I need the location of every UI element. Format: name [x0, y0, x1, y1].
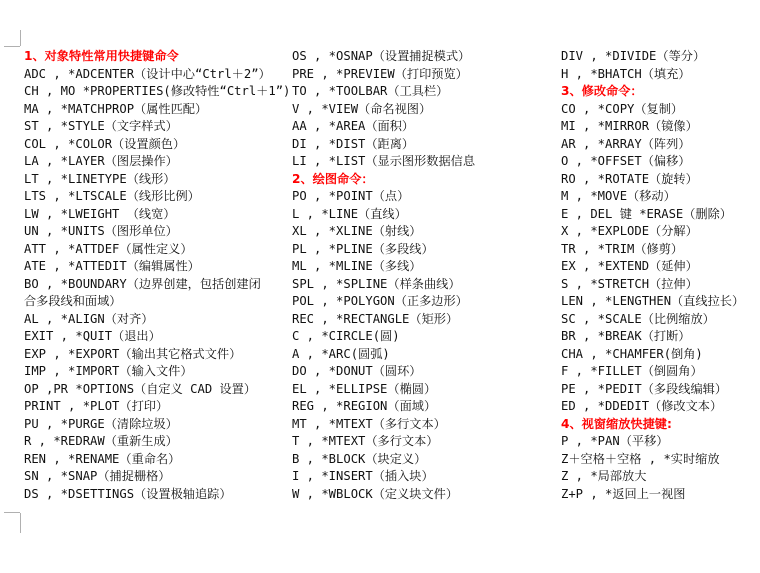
command-entry: C , *CIRCLE(圆) [292, 329, 400, 343]
command-entry: LTS , *LTSCALE（线形比例） [24, 189, 200, 203]
command-entry: LEN , *LENGTHEN（直线拉长） [561, 294, 745, 308]
command-entry: X , *EXPLODE（分解） [561, 224, 698, 238]
command-entry: V , *VIEW（命名视图） [292, 101, 432, 116]
command-entry: MA , *MATCHPROP（属性匹配） [24, 101, 208, 116]
column-3 [561, 48, 744, 503]
crop-mark-bottom-vertical [20, 513, 21, 533]
command-entry: EL , *ELLIPSE（椭圆） [292, 381, 437, 396]
command-entry: W , *WBLOCK（定义块文件） [292, 486, 459, 501]
command-entry: LT , *LINETYPE（线形） [24, 171, 176, 186]
command-entry: REG , *REGION（面域） [292, 399, 437, 413]
command-entry: MI , *MIRROR（镜像） [561, 119, 698, 133]
command-entry: PE , *PEDIT（多段线编辑） [561, 381, 728, 396]
command-entry: 合多段线和面域） [24, 294, 122, 308]
command-entry: POL , *POLYGON（正多边形） [292, 294, 468, 308]
command-entry: BO , *BOUNDARY（边界创建，包括创建闭 [24, 276, 261, 291]
command-entry: AR , *ARRAY（阵列） [561, 136, 691, 151]
command-entry: PU , *PURGE（清除垃圾） [24, 416, 178, 431]
section-heading: 2、绘图命令： [292, 171, 374, 186]
crop-mark-top-horizontal [4, 46, 20, 47]
command-entry: PRE , *PREVIEW（打印预览） [292, 66, 468, 81]
command-entry: RO , *ROTATE（旋转） [561, 171, 698, 186]
section-heading: 3、修改命令： [561, 84, 643, 98]
command-entry: DS , *DSETTINGS（设置极轴追踪） [24, 486, 232, 501]
command-entry: DI , *DIST（距离） [292, 136, 415, 151]
command-entry: EXP , *EXPORT（输出其它格式文件） [24, 346, 242, 361]
command-entry: ST , *STYLE（文字样式） [24, 119, 178, 133]
command-entry: S , *STRETCH（拉伸） [561, 276, 698, 291]
command-entry: AA , *AREA（面积） [292, 119, 415, 133]
command-entry: EX , *EXTEND（延伸） [561, 259, 698, 273]
command-entry: L , *LINE（直线） [292, 206, 407, 221]
command-entry: OP ,PR *OPTIONS（自定义 CAD 设置） [24, 381, 257, 396]
section-heading: 4、视窗缩放快捷键: [561, 416, 672, 431]
command-entry: TR , *TRIM（修剪） [561, 241, 684, 256]
column-2 [292, 48, 475, 503]
command-entry: H , *BHATCH（填充） [561, 66, 691, 81]
command-entry: SC , *SCALE（比例缩放） [561, 311, 715, 326]
command-entry: T , *MTEXT（多行文本） [292, 434, 439, 448]
command-entry: DIV , *DIVIDE（等分） [561, 49, 706, 63]
command-entry: ADC , *ADCENTER（设计中心“Ctrl＋2”） [24, 66, 271, 81]
command-entry: B , *BLOCK（块定义） [292, 451, 427, 466]
command-entry: ED , *DDEDIT（修改文本） [561, 399, 723, 413]
command-entry: PO , *POINT（点） [292, 189, 410, 203]
command-entry: LA , *LAYER（图层操作） [24, 154, 178, 168]
command-entry: REN , *RENAME（重命名） [24, 451, 181, 466]
command-entry: LW , *LWEIGHT （线宽） [24, 206, 176, 221]
command-entry: REC , *RECTANGLE（矩形） [292, 311, 459, 326]
command-entry: SPL , *SPLINE（样条曲线） [292, 276, 461, 291]
command-entry: Z+P , *返回上一视图 [561, 486, 686, 501]
command-entry: CO , *COPY（复制） [561, 101, 684, 116]
command-entry: P , *PAN（平移） [561, 434, 669, 448]
command-entry: DO , *DONUT（圆环） [292, 364, 422, 378]
command-entry: O , *OFFSET（偏移） [561, 154, 691, 168]
crop-mark-bottom-horizontal [4, 512, 20, 513]
crop-mark-top-vertical [20, 30, 21, 46]
command-entry: OS , *OSNAP（设置捕捉模式） [292, 49, 471, 63]
section-heading: 1、对象特性常用快捷键命令 [24, 49, 179, 63]
command-entry: CH , MO *PROPERTIES(修改特性“Ctrl＋1”) [24, 84, 291, 98]
command-entry: AL , *ALIGN（对齐） [24, 311, 154, 326]
command-entry: I , *INSERT（插入块） [292, 469, 434, 483]
command-entry: E , DEL 键 *ERASE（删除） [561, 206, 732, 221]
command-entry: EXIT , *QUIT（退出） [24, 329, 161, 343]
command-entry: ML , *MLINE（多线） [292, 259, 422, 273]
command-entry: TO , *TOOLBAR（工具栏） [292, 84, 449, 98]
command-entry: SN , *SNAP（捕捉栅格） [24, 469, 171, 483]
command-entry: CHA , *CHAMFER(倒角) [561, 346, 703, 361]
column-1 [24, 48, 290, 503]
command-entry: Z＋空格＋空格 , *实时缩放 [561, 451, 720, 466]
command-entry: ATT , *ATTDEF（属性定义） [24, 241, 193, 256]
command-entry: ATE , *ATTEDIT（编辑属性） [24, 259, 200, 273]
command-entry: PL , *PLINE（多段线） [292, 241, 434, 256]
command-entry: XL , *XLINE（射线） [292, 224, 422, 238]
command-entry: IMP , *IMPORT（输入文件） [24, 364, 193, 378]
command-entry: Z , *局部放大 [561, 469, 647, 483]
command-entry: PRINT , *PLOT（打印） [24, 399, 169, 413]
command-entry: LI , *LIST（显示图形数据信息 [292, 154, 476, 168]
command-entry: A , *ARC(圆弧) [292, 346, 390, 361]
command-entry: COL , *COLOR（设置颜色） [24, 136, 186, 151]
command-entry: M , *MOVE（移动） [561, 189, 676, 203]
command-entry: UN , *UNITS（图形单位） [24, 224, 178, 238]
command-entry: R , *REDRAW（重新生成） [24, 434, 178, 448]
command-entry: BR , *BREAK（打断） [561, 329, 691, 343]
command-entry: MT , *MTEXT（多行文本） [292, 416, 446, 431]
command-entry: F , *FILLET（倒圆角） [561, 364, 703, 378]
